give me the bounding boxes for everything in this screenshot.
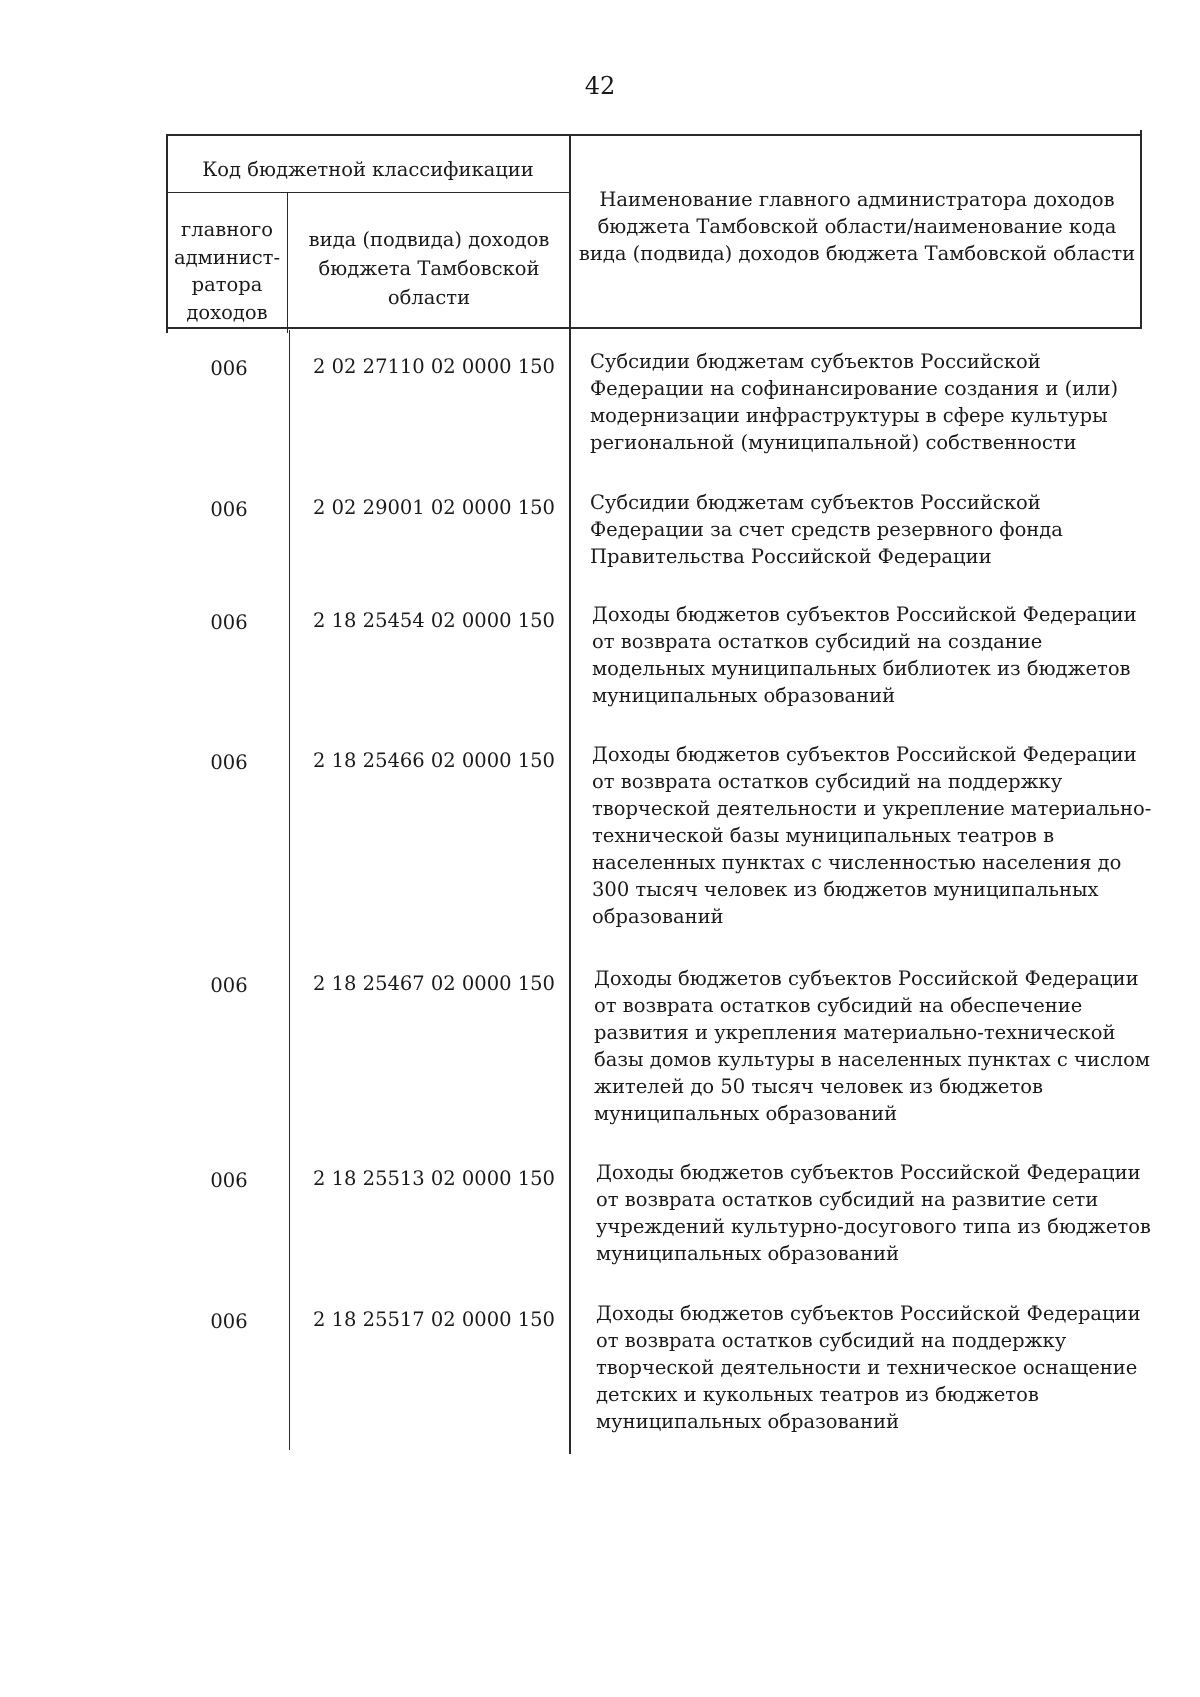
row-name: Доходы бюджетов субъектов Российской Федерации от возврата остатков субсидий на обеспечение развития и укрепления материально-технической базы домов культуры в населенных пунктах с числом жителей до 50 тысяч человек из бюджетов муниципальных образований <box>594 967 1151 1125</box>
row-name: Субсидии бюджетам субъектов Российской Федерации на софинансирование создания и (или) модернизации инфраструктуры в сфере культуры региональной (муниципальной) собственности <box>590 350 1119 454</box>
column-divider-code-name <box>569 134 571 1454</box>
header-group-underline <box>166 192 570 193</box>
row-budget-code: 2 18 25466 02 0000 150 <box>313 749 555 772</box>
row-admin-code: 006 <box>210 751 248 774</box>
row-budget-code: 2 18 25517 02 0000 150 <box>313 1308 555 1331</box>
header-bottom-border <box>166 327 1142 329</box>
row-admin-code: 006 <box>210 498 248 521</box>
row-admin-code: 006 <box>210 1310 248 1333</box>
row-budget-code: 2 02 29001 02 0000 150 <box>313 496 555 519</box>
row-admin-code: 006 <box>210 974 248 997</box>
row-name: Доходы бюджетов субъектов Российской Федерации от возврата остатков субсидий на поддержку творческой деятельности и техническое оснащение детских и кукольных театров из бюджетов муниципальных образований <box>596 1302 1141 1433</box>
page-number: 42 <box>584 72 616 100</box>
row-admin-code: 006 <box>210 1169 248 1192</box>
header-group-title: Код бюджетной классификации <box>202 158 534 181</box>
header-right-border <box>1140 130 1142 328</box>
row-name: Доходы бюджетов субъектов Российской Федерации от возврата остатков субсидий на поддержку творческой деятельности и укрепление материально-технической базы муниципальных театров в населенных пунктах с численностью населения до 300 тысяч человек из бюджетов муниципальных образований <box>592 743 1152 928</box>
header-admin-column: главного админист-ратора доходов <box>173 218 281 324</box>
row-budget-code: 2 02 27110 02 0000 150 <box>313 355 555 378</box>
row-name: Доходы бюджетов субъектов Российской Федерации от возврата остатков субсидий на создание модельных муниципальных библиотек из бюджетов муниципальных образований <box>592 603 1137 707</box>
header-subcol-divider <box>287 193 288 333</box>
row-budget-code: 2 18 25513 02 0000 150 <box>313 1167 555 1190</box>
header-kind-column: вида (подвида) доходов бюджета Тамбовской области <box>308 228 550 309</box>
row-admin-code: 006 <box>210 611 248 634</box>
row-name: Доходы бюджетов субъектов Российской Федерации от возврата остатков субсидий на развитие сети учреждений культурно-досугового типа из бюджетов муниципальных образований <box>596 1161 1151 1265</box>
header-top-border <box>166 134 1142 136</box>
row-budget-code: 2 18 25467 02 0000 150 <box>313 972 555 995</box>
row-admin-code: 006 <box>210 357 248 380</box>
row-budget-code: 2 18 25454 02 0000 150 <box>313 609 555 632</box>
row-name: Субсидии бюджетам субъектов Российской Федерации за счет средств резервного фонда Правительства Российской Федерации <box>590 491 1063 568</box>
header-name-column: Наименование главного администратора доходов бюджета Тамбовской области/наименование кода вида (подвида) доходов бюджета Тамбовской области <box>578 188 1136 265</box>
